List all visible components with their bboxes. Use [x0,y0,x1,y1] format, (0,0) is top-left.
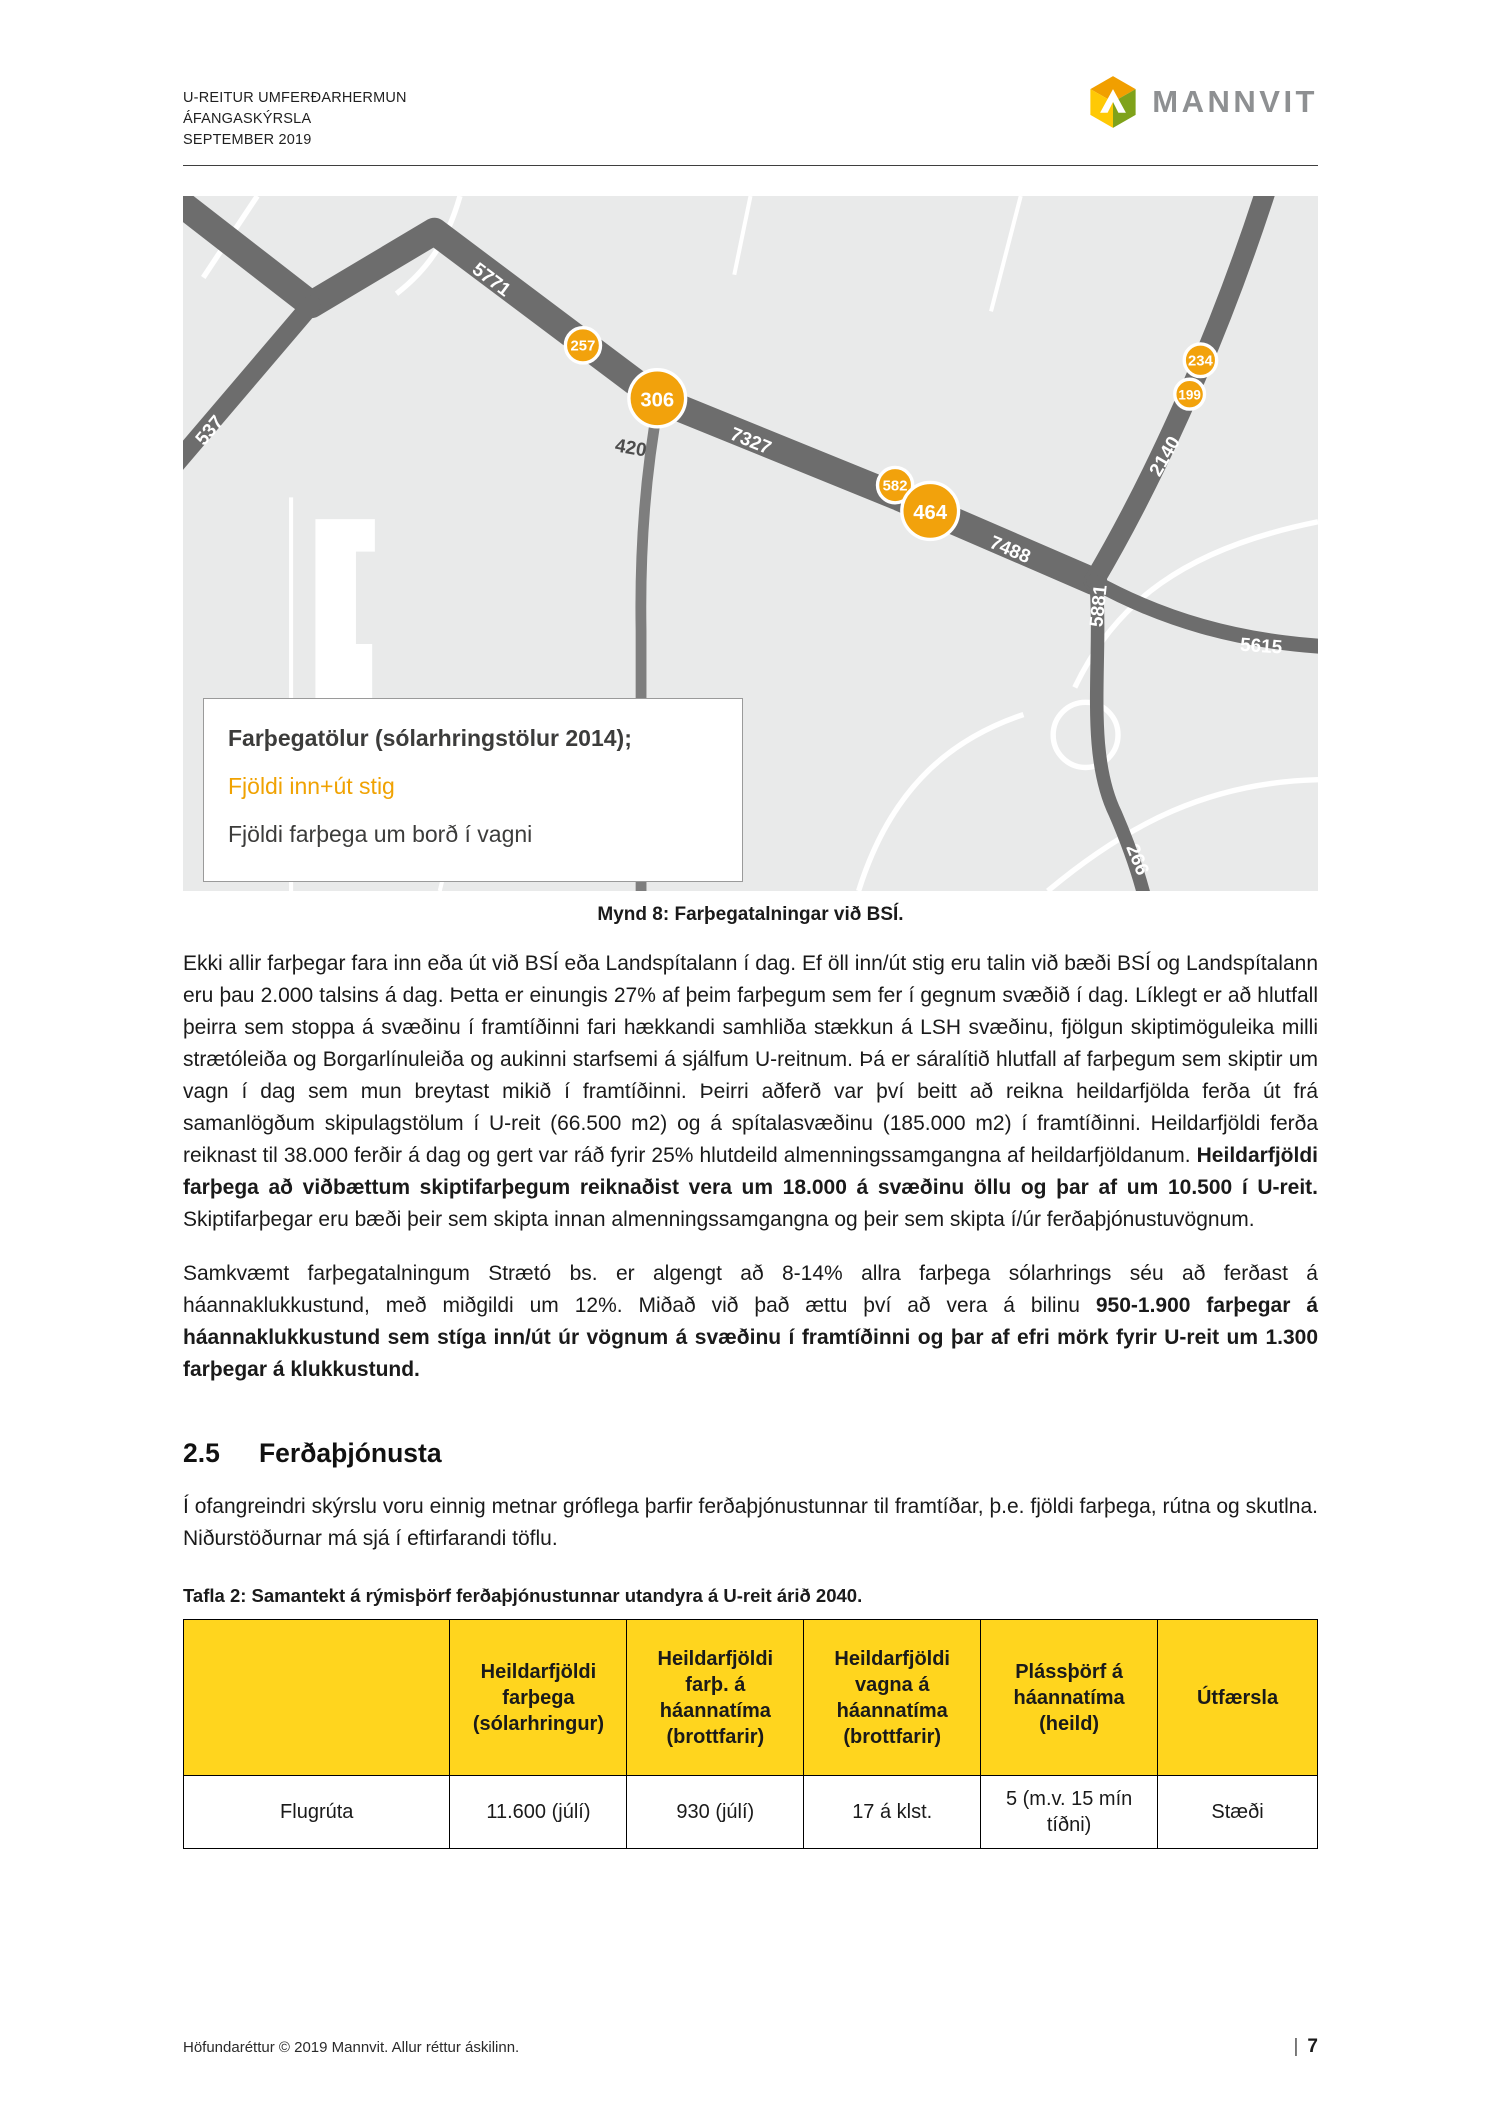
page-header [183,0,1318,166]
table-header-space-need: Plássþörf á háannatíma (heild) [981,1620,1158,1776]
cell-peak-passengers: 930 (júlí) [627,1776,804,1849]
table-row-flugruta [184,1776,1318,1849]
paragraph-2-bold: 950-1.900 farþegar á háannaklukkustund sem stíga inn/út úr vögnum á svæðinu í framtíðinni og þar af efri mörk fyrir U-reit um 1.300 farþegar á klukkustund. [183,1294,1318,1381]
doc-title-line-1: U-REITUR UMFERÐARHERMUN [183,90,407,106]
mannvit-logo [1087,74,1318,130]
road-label-7488: 7488 [986,532,1034,569]
table-caption: Tafla 2: Samantekt á rýmisþörf ferðaþjónustunnar utandyra á U-reit árið 2040. [183,1585,863,1606]
paragraph-2 [183,1258,1318,1386]
cell-total-passengers: 11.600 (júlí) [450,1776,627,1849]
map-canvas [183,196,1318,891]
cell-implementation: Stæði [1158,1776,1318,1849]
legend-onboard-label: Fjöldi farþega um borð í vagni [228,821,533,847]
page-number-separator: | [1293,2036,1299,2057]
figure-caption: Mynd 8: Farþegatalningar við BSÍ. [597,904,904,925]
cell-peak-vehicles: 17 á klst. [804,1776,981,1849]
stop-value-464: 464 [913,502,948,525]
mannvit-logo-icon [1087,74,1139,130]
paragraph-1-text-end: Skiptifarþegar eru bæði þeir sem skipta innan almenningssamgangna og þeir sem skipta í/úr ferðaþjónustuvögnum. [183,1208,1255,1231]
figure-map [183,196,1318,926]
road-label-7327: 7327 [727,423,774,460]
stop-value-582: 582 [882,478,908,495]
header-divider [183,165,1318,166]
section-number: 2.5 [183,1438,220,1468]
table-header-implementation: Útfærsla [1158,1620,1318,1776]
paragraph-1-text: Ekki allir farþegar fara inn eða út við BSÍ eða Landspítalann í dag. Ef öll inn/út stig eru talin við bæði BSÍ og Landspítalann eru þau 2.000 talsins á dag. Þetta er einungis 27% af þeim farþegum sem fer í gegnum svæðið í dag. Líklegt er að hlutfall þeirra sem stoppa á svæðinu í framtíðinni fari hækkandi samhliða stækkun á LSH svæðinu, fjölgun skiptimöguleika milli strætóleiða og Borgarlínuleiða og aukinni starfsemi á sjálfum U-reitnum. Þá er sáralítið hlutfall af farþegum sem skiptir um vagn í dag sem mun breytast mikið í framtíðinni. Þeirri aðferð var því beitt að reikna heildarfjölda ferða út frá samanlögðum skipulagstölum í U-reit (66.500 m2) og á spítalasvæðinu (185.000 m2) í framtíðinni. Heildarfjöldi ferða reiknast til 38.000 ferðir á dag og gert var ráð fyrir 25% hlutdeild almenningssamgangna af heildarfjöldanum. [183,952,1318,1167]
stop-value-234: 234 [1188,353,1213,370]
paragraph-3 [183,1491,1318,1555]
copyright-text: Höfundaréttur © 2019 Mannvit. Allur réttur áskilinn. [183,2039,520,2056]
map-legend [203,698,743,882]
table-head [184,1620,1318,1776]
doc-title-line-2: ÁFANGASKÝRSLA [183,111,312,127]
table-header-peak-passengers: Heildarfjöldi farþ. á háannatíma (brottfarir) [627,1620,804,1776]
section-title: Ferðaþjónusta [259,1438,442,1468]
section-heading-2-5 [183,1438,1318,1469]
paragraph-2-text: Samkvæmt farþegatalningum Strætó bs. er algengt að 8-14% allra farþega sólarhrings séu að ferðast á háannaklukkustund, með miðgildi um 12%. Miðað við það ættu því að vera á bilinu [183,1262,1318,1317]
road-label-2140: 2140 [1145,433,1185,481]
legend-title: Farþegatölur (sólarhringstölur 2014); [228,725,632,751]
stop-value-306: 306 [640,389,675,412]
cell-row-label: Flugrúta [184,1776,450,1849]
road-label-266: 266 [1121,841,1153,879]
road-label-5771: 5771 [468,258,515,302]
table-header-total-passengers: Heildarfjöldi farþega (sólarhringur) [450,1620,627,1776]
page-number-value: 7 [1307,2036,1318,2057]
page-number [1293,2036,1318,2058]
paragraph-1 [183,948,1318,1236]
capacity-table [183,1619,1318,1849]
road-label-5615: 5615 [1239,634,1283,659]
page-footer [183,2036,1318,2058]
road-label-420: 420 [613,435,649,462]
doc-title-line-3: SEPTEMBER 2019 [183,132,312,148]
cell-space-need: 5 (m.v. 15 mín tíðni) [981,1776,1158,1849]
road-label-5881: 5881 [1086,583,1112,629]
table-body [184,1776,1318,1849]
stop-value-257: 257 [570,338,596,355]
paragraph-1-bold: Heildarfjöldi farþega að viðbættum skiptifarþegum reiknaðist vera um 18.000 á svæðinu öllu og þar af um 10.500 í U-reit. [183,1144,1318,1199]
table-header-peak-vehicles: Heildarfjöldi vagna á háannatíma (brottfarir) [804,1620,981,1776]
paragraph-3-text: Í ofangreindri skýrslu voru einnig metnar gróflega þarfir ferðaþjónustunnar til framtíðar, þ.e. fjöldi farþega, rútna og skutlna. Niðurstöðurnar má sjá í eftirfarandi töflu. [183,1495,1318,1550]
mannvit-wordmark: MANNVIT [1152,84,1318,119]
table-header-row [184,1620,1318,1776]
legend-in-out-label: Fjöldi inn+út stig [228,773,395,799]
table-header-empty [184,1620,450,1776]
road-label-537: 537 [191,411,229,450]
stop-value-199: 199 [1178,387,1201,403]
